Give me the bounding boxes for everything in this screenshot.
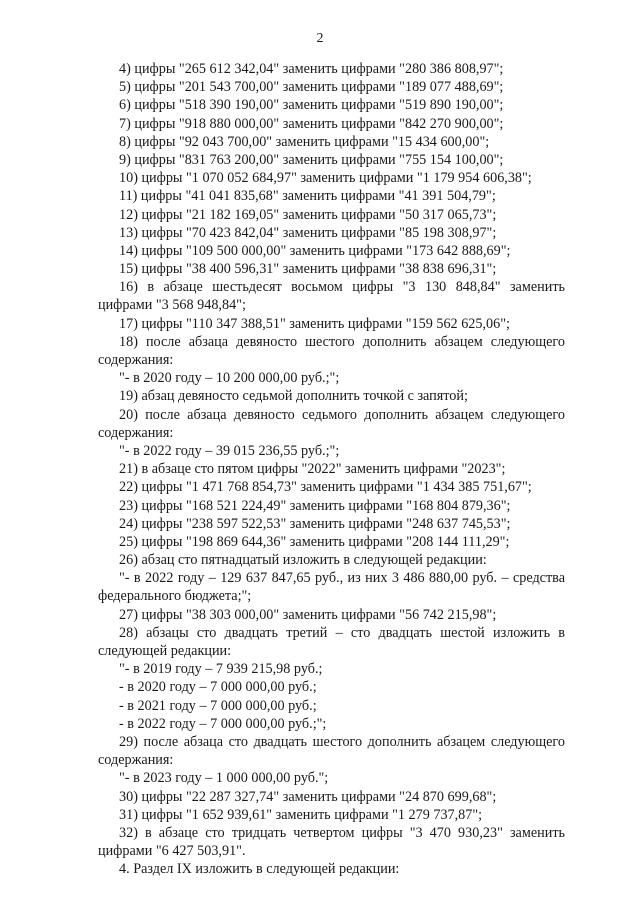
text-line: цифрами "6 427 503,91". [98, 843, 246, 860]
text-line: содержания: [98, 752, 174, 769]
text-line: 8) цифры "92 043 700,00" заменить цифрами "15 434 600,00"; [119, 133, 490, 150]
text-line: 31) цифры "1 652 939,61" заменить цифрами "1 279 737,87"; [119, 806, 483, 823]
text-line: "- в 2022 году – 129 637 847,65 руб., из них 3 486 880,00 руб. – средства [119, 570, 565, 587]
text-line: "- в 2020 году – 10 200 000,00 руб.;"; [119, 370, 340, 387]
text-line: "- в 2019 году – 7 939 215,98 руб.; [119, 661, 323, 678]
text-line: 30) цифры "22 287 327,74" заменить цифрами "24 870 699,68"; [119, 788, 497, 805]
text-line: 5) цифры "201 543 700,00" заменить цифрами "189 077 488,69"; [119, 79, 504, 96]
text-line: цифрами "3 568 948,84"; [98, 297, 246, 314]
text-line: 22) цифры "1 471 768 854,73" заменить цифрами "1 434 385 751,67"; [119, 479, 532, 496]
text-line: 9) цифры "831 763 200,00" заменить цифрами "755 154 100,00"; [119, 151, 504, 168]
text-line: 15) цифры "38 400 596,31" заменить цифрами "38 838 696,31"; [119, 261, 497, 278]
text-line: 25) цифры "198 869 644,36" заменить цифрами "208 144 111,29"; [119, 533, 510, 550]
text-line: следующей редакции: [98, 643, 232, 659]
page-number: 2 [316, 31, 324, 46]
text-line: 27) цифры "38 303 000,00" заменить цифрами "56 742 215,98"; [119, 606, 497, 623]
text-line: - в 2022 году – 7 000 000,00 руб.;"; [119, 715, 327, 732]
text-line: 19) абзац девяносто седьмой дополнить точкой с запятой; [119, 388, 468, 405]
text-line: 18) после абзаца девяносто шестого дополнить абзацем следующего [119, 333, 565, 350]
text-line: 6) цифры "518 390 190,00" заменить цифрами "519 890 190,00"; [119, 97, 504, 114]
text-line: 21) в абзаце сто пятом цифры "2022" заменить цифрами "2023"; [119, 461, 506, 478]
text-line: 28) абзацы сто двадцать третий – сто двадцать шестой изложить в [119, 624, 565, 641]
text-line: 23) цифры "168 521 224,49" заменить цифрами "168 804 879,36"; [119, 497, 511, 514]
text-line: 11) цифры "41 041 835,68" заменить цифрами "41 391 504,79"; [119, 188, 496, 205]
text-line: федерального бюджета;"; [98, 588, 252, 605]
text-line: 20) после абзаца девяносто седьмого дополнить абзацем следующего [119, 406, 565, 423]
text-line: - в 2020 году – 7 000 000,00 руб.; [119, 679, 317, 696]
text-line: содержания: [98, 424, 174, 441]
text-line: 16) в абзаце шестьдесят восьмом цифры "3 130 848,84" заменить [119, 279, 565, 296]
text-line: - в 2021 году – 7 000 000,00 руб.; [119, 697, 317, 714]
text-line: 26) абзац сто пятнадцатый изложить в следующей редакции: [119, 552, 487, 569]
text-line: 10) цифры "1 070 052 684,97" заменить цифрами "1 179 954 606,38"; [119, 170, 532, 187]
text-line: 13) цифры "70 423 842,04" заменить цифрами "85 198 308,97"; [119, 224, 497, 241]
document-body [98, 60, 565, 878]
text-line: 24) цифры "238 597 522,53" заменить цифрами "248 637 745,53"; [119, 515, 511, 532]
text-line: содержания: [98, 352, 174, 368]
text-line: 14) цифры "109 500 000,00" заменить цифрами "173 642 888,69"; [119, 242, 511, 259]
text-line: "- в 2023 году – 1 000 000,00 руб."; [119, 770, 329, 787]
text-line: 4. Раздел IX изложить в следующей редакции: [119, 861, 400, 878]
text-line: 4) цифры "265 612 342,04" заменить цифрами "280 386 808,97"; [119, 61, 504, 77]
text-line: 32) в абзаце сто тридцать четвертом цифры "3 470 930,23" заменить [119, 824, 565, 841]
text-line: 12) цифры "21 182 169,05" заменить цифрами "50 317 065,73"; [119, 206, 497, 223]
text-line: 29) после абзаца сто двадцать шестого дополнить абзацем следующего [119, 733, 565, 750]
text-line: 7) цифры "918 880 000,00" заменить цифрами "842 270 900,00"; [119, 115, 504, 132]
text-line: 17) цифры "110 347 388,51" заменить цифрами "159 562 625,06"; [119, 315, 510, 332]
text-line: "- в 2022 году – 39 015 236,55 руб.;"; [119, 442, 340, 459]
